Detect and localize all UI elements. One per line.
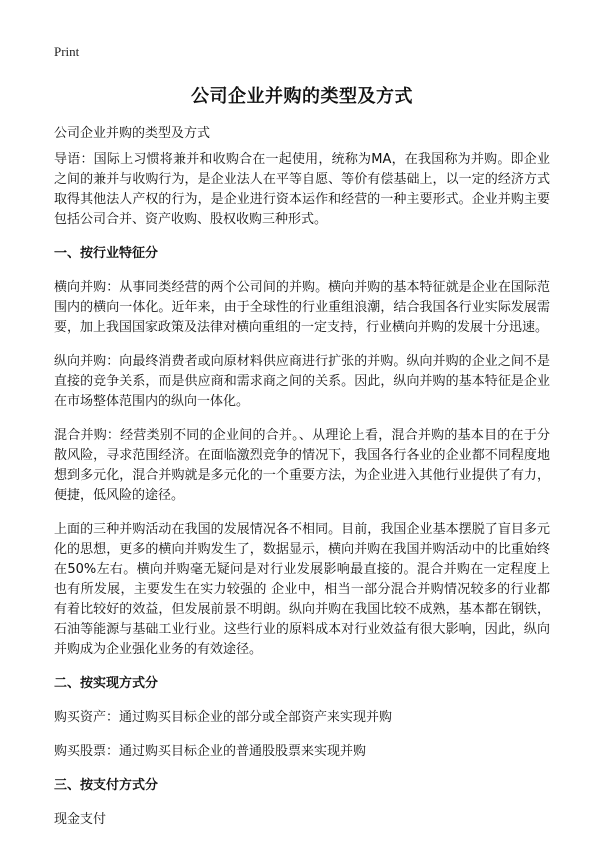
section-heading-industry: 一、按行业特征分 (54, 246, 159, 261)
intro-paragraph: 导语：国际上习惯将兼并和收购合在一起使用，统称为MA，在我国称为并购。即企业之间的兼并与收购行为，是企业法人在平等自愿、等价有偿基础上，以一定的经济方式取得其他法人产权的行为，是企业进行资本运作和经营的一种主要形式。企业并购主要包括公司合并、资产收购、股权收购三种形式。 (54, 152, 550, 227)
paragraph-vertical-merger: 纵向并购：向最终消费者或向原材料供应商进行扩张的并购。纵向并购的企业之间不是直接的竞争关系，而是供应商和需求商之间的关系。因此，纵向并购的基本特征是企业在市场整体范围内的纵向一体化。 (54, 354, 550, 409)
paragraph-asset-purchase: 购买资产：通过购买目标企业的部分或全部资产来实现并购 (54, 710, 393, 725)
paragraph-horizontal-merger: 横向并购：从事同类经营的两个公司间的并购。横向并购的基本特征就是企业在国际范围内的横向一体化。近年来，由于全球性的行业重组浪潮，结合我国各行业实际发展需要，加上我国国家政策及法律对横向重组的一定支持，行业横向并购的发展十分迅速。 (54, 280, 550, 335)
page-subtitle: 公司企业并购的类型及方式 (54, 126, 211, 141)
article-body (54, 150, 550, 844)
paragraph-stock-purchase: 购买股票：通过购买目标企业的普通股股票来实现并购 (54, 744, 367, 759)
paragraph-merger-development: 上面的三种并购活动在我国的发展情况各不相同。目前，我国企业基本摆脱了盲目多元化的思想，更多的横向并购发生了，数据显示，横向并购在我国并购活动中的比重始终在50%左右。横向并购毫无疑问是对行业发展影响最直接的。混合并购在一定程度上也有所发展，主要发生在实力较强的 企业中，相当一部分混合并购情况较多的行业都有着比较好的效益，但发展前景不明朗。纵向并购在我国比较不成熟，基本都在钢铁，石油等能源与基础工业行业。这些行业的原料成本对行业效益有很大影响，因此，纵向并购成为企业强化业务的有效途径。 (54, 522, 550, 657)
print-link[interactable]: Print (54, 44, 80, 59)
page-title: 公司企业并购的类型及方式 (191, 86, 413, 107)
paragraph-cash-payment: 现金支付 (54, 812, 107, 827)
section-heading-payment: 三、按支付方式分 (54, 778, 159, 793)
paragraph-conglomerate-merger: 混合并购：经营类别不同的企业间的合并。、从理论上看，混合并购的基本目的在于分散风险，寻求范围经济。在面临激烈竞争的情况下，我国各行各业的企业都不同程度地想到多元化，混合并购就是多元化的一个重要方法，为企业进入其他行业提供了有力，便捷，低风险的途径。 (54, 428, 550, 503)
section-heading-method: 二、按实现方式分 (54, 676, 159, 691)
